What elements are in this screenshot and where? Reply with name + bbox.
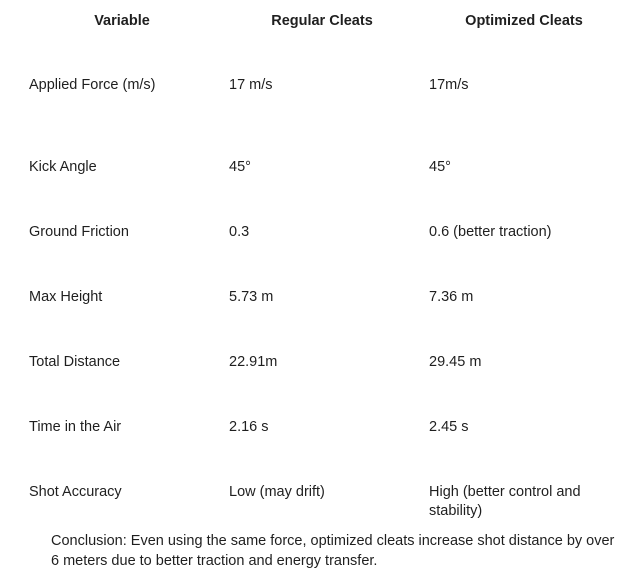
cell-regular: Low (may drift) [229,484,325,500]
table-row [22,41,626,151]
cell-variable: Total Distance [29,354,121,370]
header-variable: Variable [94,12,150,29]
cell-optimized: 0.6 (better traction) [429,224,552,240]
comparison-table [22,0,626,557]
cell-variable: Ground Friction [29,224,129,240]
conclusion-text: Conclusion: Even using the same force, optimized cleats increase shot distance by over 6 meters due to better traction and energy transfer. [51,533,615,569]
cell-variable: Applied Force (m/s) [29,77,156,93]
cell-regular: 2.16 s [229,419,269,435]
table-row [22,151,626,216]
table-row [22,281,626,346]
cell-variable: Shot Accuracy [29,484,122,500]
header-optimized-cleats: Optimized Cleats [465,12,583,29]
table-row [22,411,626,476]
cell-variable: Max Height [29,289,103,305]
table-row [22,346,626,411]
cell-regular: 17 m/s [229,77,273,93]
cell-optimized: High (better control and stability) [429,484,581,519]
table-header-row [22,0,626,41]
cell-optimized: 29.45 m [429,354,482,370]
cell-optimized: 7.36 m [429,289,474,305]
cell-regular: 22.91m [229,354,278,370]
cell-optimized: 2.45 s [429,419,469,435]
table-row [22,216,626,281]
cell-optimized: 45° [429,159,451,175]
cell-optimized: 17m/s [429,77,469,93]
cell-regular: 45° [229,159,251,175]
header-regular-cleats: Regular Cleats [271,12,373,29]
cell-variable: Kick Angle [29,159,97,175]
cell-variable: Time in the Air [29,419,122,435]
cell-regular: 5.73 m [229,289,274,305]
cell-regular: 0.3 [229,224,250,240]
